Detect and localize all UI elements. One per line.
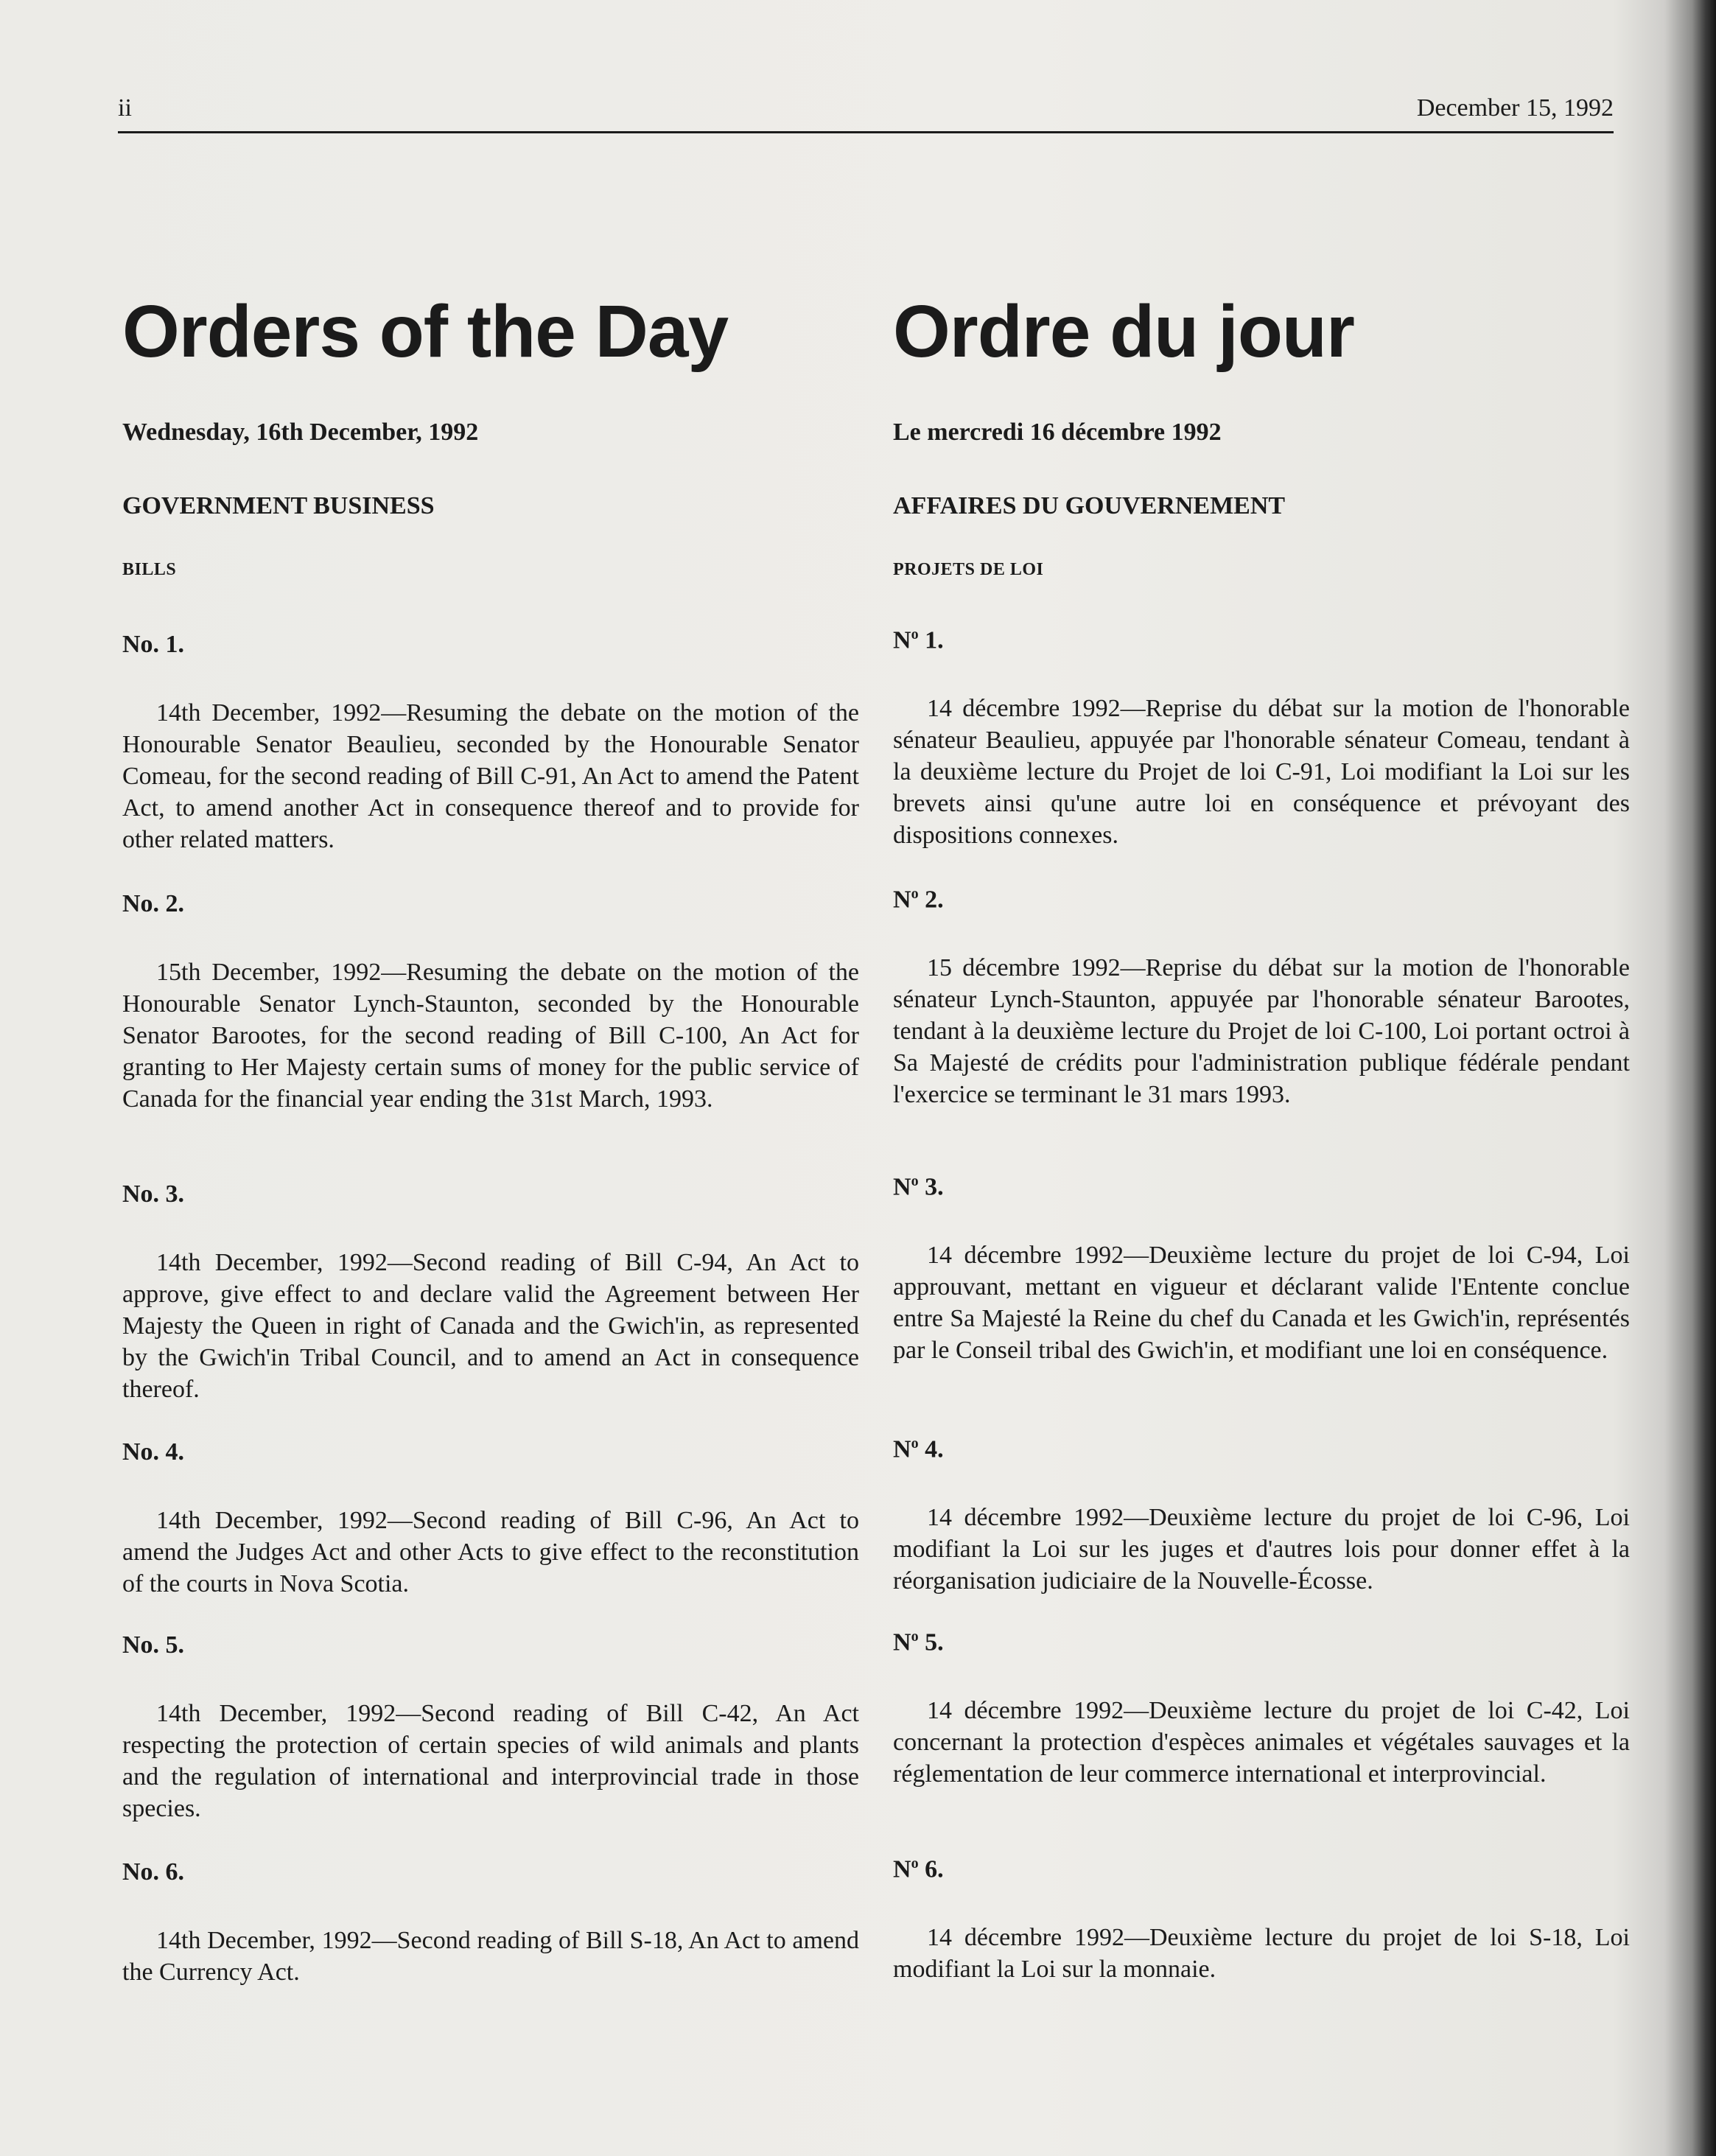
english-order-text: 14th December, 1992—Second reading of Bill C-42, An Act respecting the protection of certain species of wild animals and plants and the regulation of international and interprovincial trade in those species. (122, 1700, 859, 1822)
french-order-text: 14 décembre 1992—Deuxième lecture du projet de loi C-96, Loi modifiant la Loi sur les juges et d'autres lois pour donner effet à la réorganisation judiciaire de la Nouvelle-Écosse. (893, 1504, 1630, 1595)
french-order-item (893, 1435, 1630, 1597)
french-order-item (893, 886, 1630, 1110)
english-order-item (122, 631, 859, 855)
english-order-item (122, 1438, 859, 1600)
english-order-number: No. 2. (122, 890, 185, 917)
english-order-item (122, 1858, 859, 1988)
french-order-number: $N^o$ 5. (893, 1628, 944, 1656)
french-order-text: 14 décembre 1992—Deuxième lecture du projet de loi C-94, Loi approuvant, mettant en vigueur et déclarant valide l'Entente conclue entre Sa Majesté la Reine du chef du Canada et les Gwich'in, représentés par le Conseil tribal des Gwich'in, et modifiant une loi en conséquence. (893, 1242, 1630, 1365)
french-order-text: 15 décembre 1992—Reprise du débat sur la motion de l'honorable sénateur Lynch-Staunton, appuyée par l'honorable sénateur Barootes, tendant à la deuxième lecture du Projet de loi C-100, Loi portant octroi à Sa Majesté de crédits pour l'administration publique fédérale pendant l'exercice se terminant le 31 mars 1993. (893, 954, 1630, 1109)
english-subsection-heading: BILLS (122, 560, 177, 579)
english-sitting-date: Wednesday, 16th December, 1992 (122, 419, 479, 446)
english-order-item (122, 1631, 859, 1824)
page-number: ii (118, 94, 132, 122)
english-order-number: No. 5. (122, 1631, 185, 1659)
french-order-item (893, 626, 1630, 851)
french-order-number: $N^o$ 2. (893, 886, 944, 914)
french-sitting-date: Le mercredi 16 décembre 1992 (893, 419, 1222, 446)
english-order-number: No. 4. (122, 1438, 185, 1466)
french-order-number: $N^o$ 6. (893, 1855, 944, 1883)
english-order-text: 14th December, 1992—Second reading of Bill S-18, An Act to amend the Currency Act. (122, 1927, 859, 1986)
french-order-text: 14 décembre 1992—Reprise du débat sur la motion de l'honorable sénateur Beaulieu, appuyée par l'honorable sénateur Comeau, tendant à la deuxième lecture du Projet de loi C-91, Loi modifiant la Loi sur les brevets ainsi qu'une autre loi en conséquence et prévoyant des dispositions connexes. (893, 695, 1630, 850)
english-order-number: No. 6. (122, 1858, 185, 1886)
french-column (893, 290, 1630, 1984)
french-order-item (893, 1855, 1630, 1985)
english-order-item (122, 890, 859, 1115)
french-subsection-heading: PROJETS DE LOI (893, 560, 1044, 579)
english-order-text: 14th December, 1992—Second reading of Bill C-96, An Act to amend the Judges Act and other Acts to give effect to the reconstitution of the courts in Nova Scotia. (122, 1507, 859, 1597)
english-order-number: No. 1. (122, 631, 185, 658)
french-title: Ordre du jour (893, 290, 1354, 373)
english-title: Orders of the Day (122, 290, 729, 373)
english-order-text: 14th December, 1992—Resuming the debate on the motion of the Honourable Senator Beaulieu, seconded by the Honourable Senator Comeau, for the second reading of Bill C-91, An Act to amend the Patent Act, to amend another Act in consequence thereof and to provide for other related matters. (122, 699, 859, 853)
page-header (118, 94, 1614, 133)
french-order-number: $N^o$ 4. (893, 1435, 944, 1463)
english-section-heading: GOVERNMENT BUSINESS (122, 492, 435, 519)
header-date: December 15, 1992 (1416, 94, 1614, 122)
english-order-number: No. 3. (122, 1180, 185, 1208)
french-order-item (893, 1173, 1630, 1366)
english-column (122, 290, 859, 1986)
french-order-number: $N^o$ 3. (893, 1173, 944, 1201)
english-order-text: 14th December, 1992—Second reading of Bill C-94, An Act to approve, give effect to and declare valid the Agreement between Her Majesty the Queen in right of Canada and the Gwich'in, as represented by the Gwich'in Tribal Council, and to amend an Act in consequence thereof. (122, 1249, 859, 1403)
french-order-text: 14 décembre 1992—Deuxième lecture du projet de loi S-18, Loi modifiant la Loi sur la monnaie. (893, 1924, 1630, 1984)
english-order-text: 15th December, 1992—Resuming the debate on the motion of the Honourable Senator Lynch-Staunton, seconded by the Honourable Senator Barootes, for the second reading of Bill C-100, An Act for granting to Her Majesty certain sums of money for the public service of Canada for the financial year ending the 31st March, 1993. (122, 959, 859, 1113)
french-order-number: $N^o$ 1. (893, 626, 944, 654)
french-section-heading: AFFAIRES DU GOUVERNEMENT (893, 492, 1286, 519)
english-order-item (122, 1180, 859, 1405)
french-order-text: 14 décembre 1992—Deuxième lecture du projet de loi C-42, Loi concernant la protection d'espèces animales et végétales sauvages et la réglementation de leur commerce international et interprovincial. (893, 1697, 1630, 1788)
french-order-item (893, 1628, 1630, 1790)
